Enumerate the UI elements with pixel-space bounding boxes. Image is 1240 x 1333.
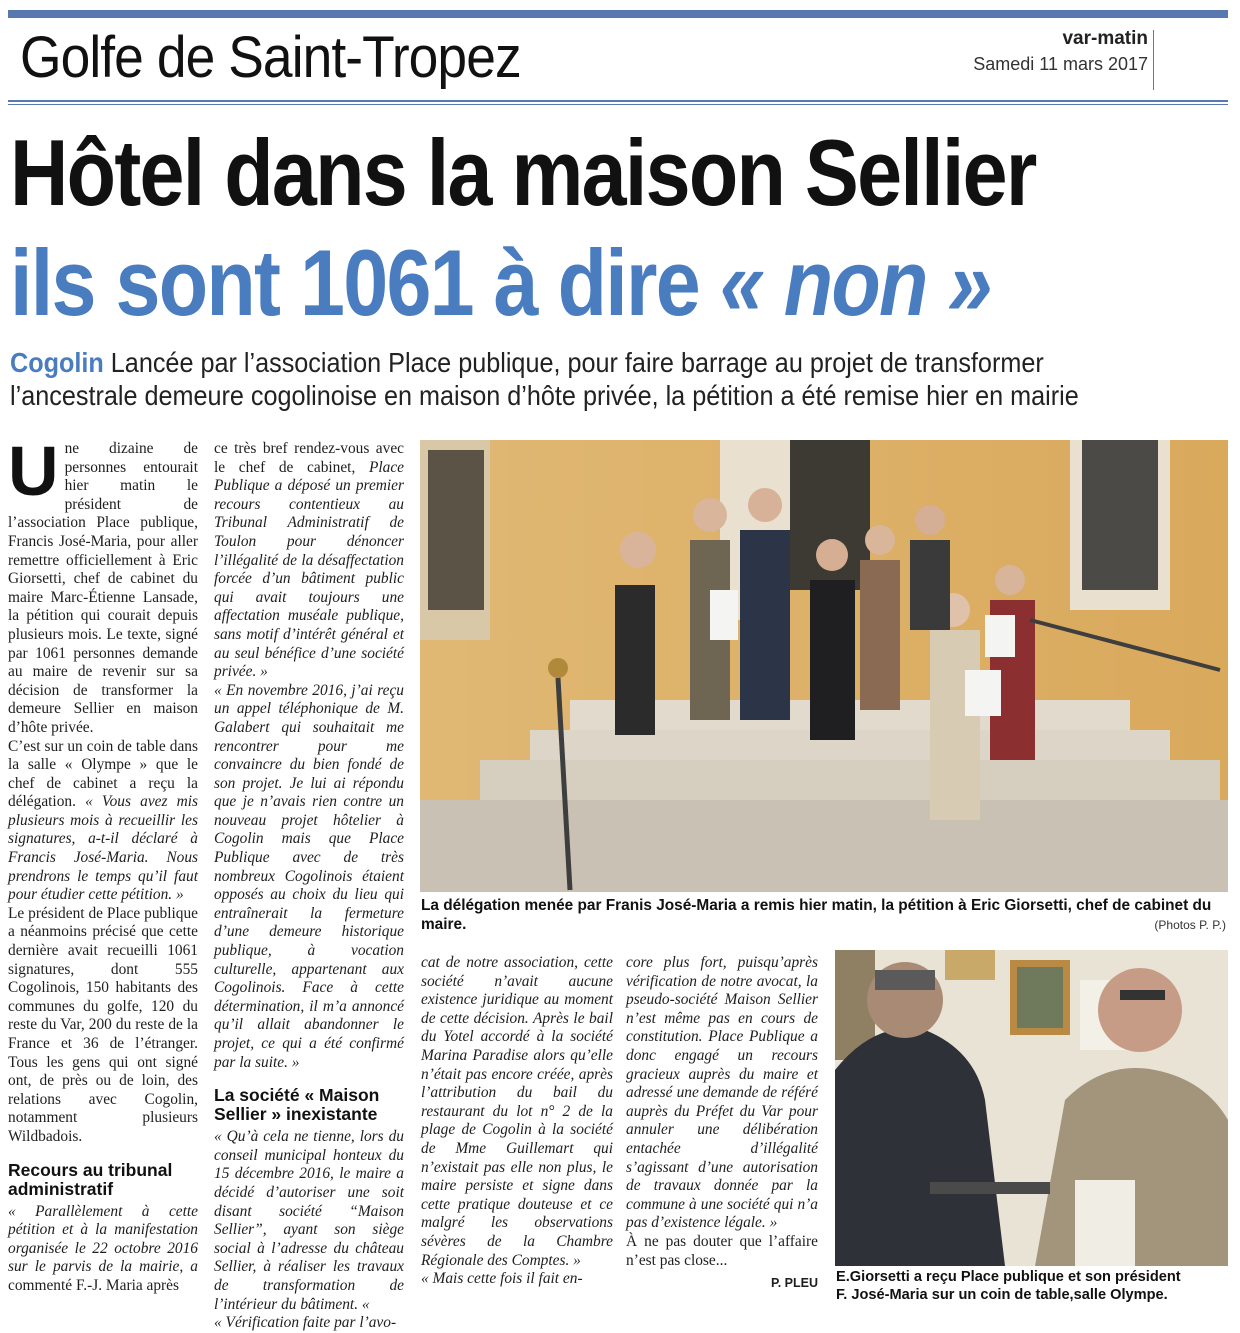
- delegation-photo-illustration: [420, 440, 1228, 892]
- article-column-4: [626, 954, 818, 1293]
- paper-name: var-matin: [1062, 28, 1148, 49]
- col2-p1-quote: Place Publique a déposé un premier recours contentieux au Tribunal Administratif de Toulon pour dénoncer l’illégalité de la désaffectation forcée d’un bâtiment public qui avait toujours une affectation muséale publique, sans motif d’intérêt général et au seul bénéfice d’une société privée. »: [214, 458, 404, 681]
- col2-p1-text: ce très bref rendez-vous avec le chef de cabinet,: [214, 440, 404, 476]
- article-column-1: [8, 432, 198, 1296]
- chapo: [10, 346, 1117, 412]
- col1-paragraph-3: Le président de Place publique a néanmoins précisé que cette dernière avait recueilli 1061 signatures, dont 555 Cogolinois, 150 habitants des communes du golfe, 120 du reste du Var, 200 du reste de la France et 36 de l’étranger. Tous les gens qui ont signé ont, de près ou de loin, des relations avec Cogolin, notamment plusieurs Wildbadois.: [8, 904, 198, 1145]
- col2-paragraph-2: « En novembre 2016, j’ai reçu un appel téléphonique de M. Galabert qui souhaitait me rencontrer pour me convaincre du bien fondé de son projet. Je lui ai répondu que je n’avais rien contre un nouveau projet hôtelier à Cogolin mais que Place Publique avec de très nombreux Cogolinois étaient opposés au choix du lieu qui entraînerait la fermeture d’une demeure historique publique, à vocation culturelle, appartenant aux Cogolinois. Face à cette détermination, il m’a annoncé qu’il allait abandonner le projet, ce qui a été confirmé par la suite. »: [214, 681, 404, 1071]
- dropcap: U: [8, 432, 59, 510]
- col3-paragraph-1: cat de notre association, cette société n’avait aucune existence juridique au moment de cette décision. Après le bail du Yotel accordé à la société Marina Paradise alors qu’elle n’était pas encore créée, après l’attribution du bail du restaurant du lot n° 2 de la plage de Cogolin à la société de Mme Guillemart qui n’existait pas elle non plus, le maire persiste et signe dans cette pratique douteuse et ce malgré les observations sévères de la Chambre Régionale des Comptes. »: [421, 954, 613, 1269]
- section-title: Golfe de Saint-Tropez: [20, 25, 521, 90]
- header-rule-thin: [8, 104, 1228, 105]
- issue-date: Samedi 11 mars 2017: [973, 54, 1148, 74]
- headline-line2-text: ils sont 1061 à dire: [10, 230, 720, 335]
- masthead-divider: [1153, 30, 1154, 90]
- col1-p4-text: commenté F.-J. Maria après: [8, 1276, 180, 1294]
- col1-paragraph-2: [8, 738, 198, 905]
- col3-paragraph-2: « Mais cette fois il fait en-: [421, 1270, 583, 1288]
- chapo-line2: l’ancestrale demeure cogolinoise en maison d’hôte privée, la pétition a été remise hier en mairie: [10, 380, 1079, 411]
- col1-p2-quote: « Vous avez mis plusieurs mois à recueillir les signatures, a-t-il déclaré à Francis José-Maria. Nous prendrons le temps qu’il faut pour étudier cette pétition. »: [8, 793, 198, 904]
- col2-paragraph-3: « Qu’à cela ne tienne, lors du conseil municipal honteux du 15 décembre 2016, le maire a décidé d’autoriser une soit disant société “Maison Sellier”, ayant son siège social à l’adresse du château Sellier, à réaliser les travaux de transformation de l’intérieur du bâtiment. «: [214, 1128, 404, 1313]
- meeting-caption-line2: F. José-Maria sur un coin de table,salle Olympe.: [836, 1287, 1168, 1303]
- chapo-location: Cogolin: [10, 347, 104, 378]
- headline-quote: « non »: [719, 230, 991, 335]
- subhead-recours: Recours au tribunal administratif: [8, 1159, 173, 1199]
- col1-paragraph-1: ne dizaine de personnes entourait hier matin le président de l’association Place publique, Francis José-Maria, pour aller remettre officiellement à Eric Giorsetti, chef de cabinet du maire Marc-Étienne Lansade, la pétition qui courait depuis plusieurs mois. Le texte, signé par 1061 personnes demande au maire de revenir sur sa décision de transformer la demeure Sellier en maison d’hôte privée.: [8, 440, 198, 736]
- author-signature: P. PLEU: [770, 1276, 818, 1291]
- subhead-societe: La société « Maison Sellier » inexistante: [214, 1085, 380, 1125]
- col1-p2-text: C’est sur un coin de table dans la salle « Olympe » que le chef de cabinet a reçu la délégation.: [8, 737, 198, 811]
- col4-paragraph-1: core plus fort, puisqu’après vérification de notre avocat, la pseudo-société Maison Sellier n’est même pas en cours de constitution. Place Publique a donc engagé un recours gracieux auprès du maire et adressé une demande de référé auprès du Préfet du Var pour annuler une délibération entachée d’illégalité s’agissant d’une autorisation de travaux donnée par la commune à une société qui n’a pas d’existence légale. »: [626, 954, 818, 1232]
- meeting-photo-caption: [836, 1268, 1236, 1304]
- photo-credit: (Photos P. P.): [1154, 918, 1226, 932]
- col2-paragraph-1: [214, 440, 404, 682]
- article-column-2: [214, 440, 404, 1333]
- meeting-caption-line1: E.Giorsetti a reçu Place publique et son président: [836, 1269, 1181, 1285]
- headline-line1: Hôtel dans la maison Sellier: [10, 120, 1036, 225]
- col1-p4-quote: « Parallèlement à cette pétition et à la manifestation organisée le 22 octobre 2016 sur le parvis de la mairie, a: [8, 1202, 198, 1276]
- article-column-3: [421, 954, 613, 1289]
- col2-paragraph-4: « Vérification faite par l’avo-: [214, 1314, 397, 1332]
- meeting-photo-illustration: [835, 950, 1228, 1266]
- col1-paragraph-4: [8, 1203, 198, 1296]
- delegation-photo-caption: La délégation menée par Franis José-Maria a remis hier matin, la pétition à Eric Giorsetti, chef de cabinet du maire.: [421, 897, 1212, 933]
- chapo-line1: Lancée par l’association Place publique, pour faire barrage au projet de transformer: [103, 347, 1044, 378]
- col4-paragraph-2: À ne pas douter que l’affaire n’est pas close...: [626, 1232, 818, 1269]
- top-rule: [8, 10, 1228, 18]
- masthead: [973, 28, 1148, 75]
- meeting-photo: [835, 950, 1228, 1266]
- headline-line2: [10, 228, 991, 338]
- header-rule: [8, 100, 1228, 102]
- delegation-photo: [420, 440, 1228, 892]
